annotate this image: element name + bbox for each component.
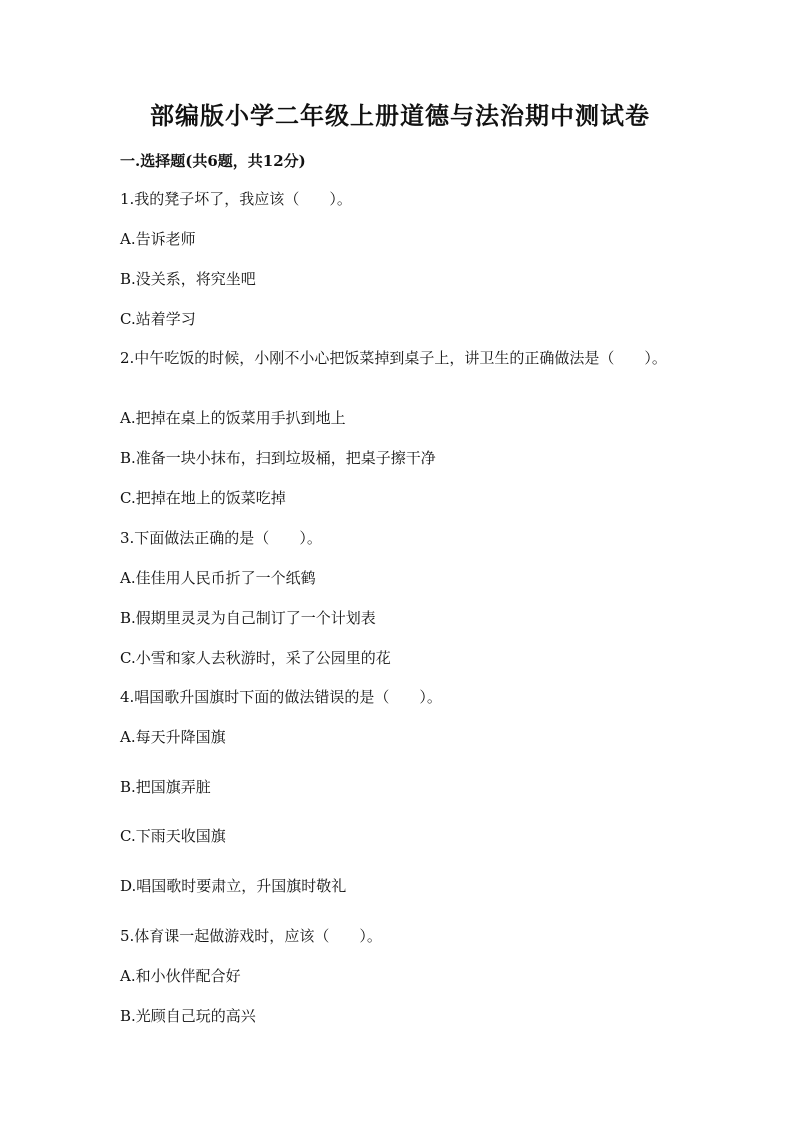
question-4-option-b[interactable]: B.把国旗弄脏 [120,778,211,796]
question-4-option-c[interactable]: C.下雨天收国旗 [120,827,226,845]
question-1-stem: 1.我的凳子坏了，我应该（ ）。 [120,190,352,208]
page-title: 部编版小学二年级上册道德与法治期中测试卷 [150,101,650,130]
question-5-stem: 5.体育课一起做游戏时，应该（ ）。 [120,927,382,945]
question-4-option-a[interactable]: A.每天升降国旗 [120,728,226,746]
question-3-option-c[interactable]: C.小雪和家人去秋游时，采了公园里的花 [120,649,391,667]
question-2-option-a[interactable]: A.把掉在桌上的饭菜用手扒到地上 [120,409,346,427]
question-3-option-a[interactable]: A.佳佳用人民币折了一个纸鹤 [120,569,316,587]
question-5-option-b[interactable]: B.光顾自己玩的高兴 [120,1007,256,1025]
question-1-option-c[interactable]: C.站着学习 [120,310,196,328]
section-heading: 一.选择题(共6题，共12分) [120,152,306,170]
question-3-option-b[interactable]: B.假期里灵灵为自己制订了一个计划表 [120,609,376,627]
question-5-option-a[interactable]: A.和小伙伴配合好 [120,967,241,985]
question-1-option-b[interactable]: B.没关系，将究坐吧 [120,270,256,288]
question-4-stem: 4.唱国歌升国旗时下面的做法错误的是（ ）。 [120,688,442,706]
question-2-option-c[interactable]: C.把掉在地上的饭菜吃掉 [120,489,286,507]
question-2-option-b[interactable]: B.准备一块小抹布，扫到垃圾桶，把桌子擦干净 [120,449,436,467]
question-4-option-d[interactable]: D.唱国歌时要肃立，升国旗时敬礼 [120,877,347,895]
question-2-stem: 2.中午吃饭的时候，小刚不小心把饭菜掉到桌子上，讲卫生的正确做法是（ ）。 [120,349,667,367]
question-1-option-a[interactable]: A.告诉老师 [120,230,196,248]
question-3-stem: 3.下面做法正确的是（ ）。 [120,529,322,547]
